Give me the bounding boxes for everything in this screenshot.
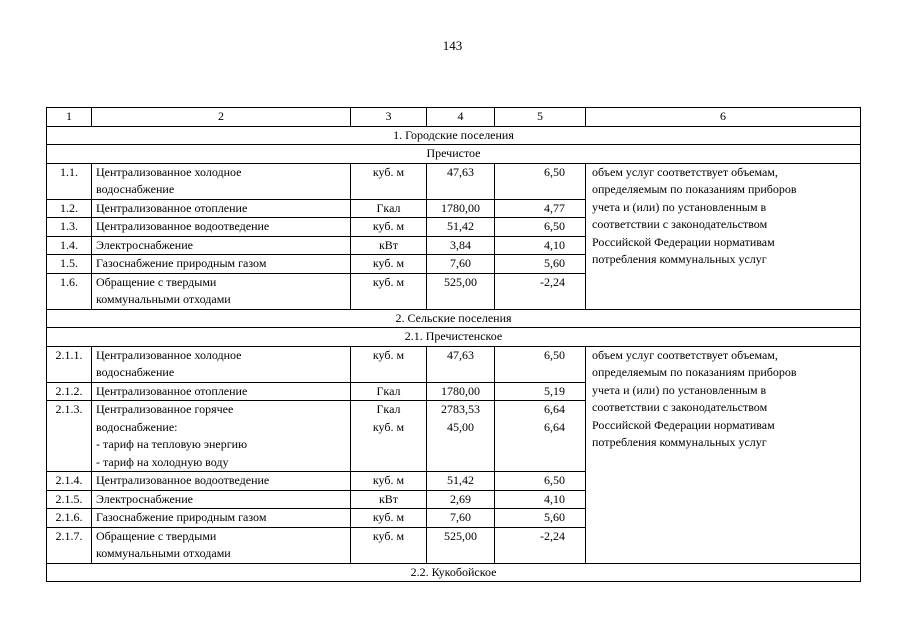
- note-line: учета и (или) по установленным в: [592, 382, 767, 397]
- tariff-cell: 4,10: [495, 236, 586, 255]
- tariff-line: 5,19: [544, 383, 565, 398]
- volume-cell: [427, 382, 495, 401]
- volume-line: 2783,53: [441, 402, 480, 416]
- unit-cell: куб. м: [351, 218, 427, 237]
- table-row: [47, 163, 861, 199]
- row-number: 1.2.: [47, 199, 92, 218]
- service-name: [92, 527, 351, 563]
- tariff-cell: [495, 527, 586, 563]
- service-name-line: Централизованное холодное: [96, 347, 242, 362]
- note-cell: [586, 346, 861, 563]
- service-name-line: - тариф на холодную воду: [96, 454, 229, 469]
- row-number: 1.5.: [47, 255, 92, 274]
- service-name-line: коммунальными отходами: [96, 292, 231, 306]
- note-line: объем услуг соответствует объемам,: [592, 347, 778, 362]
- volume-cell: 525,00: [427, 273, 495, 309]
- volume-cell: 1780,00: [427, 199, 495, 218]
- tariff-line: 6,64: [544, 402, 565, 416]
- tariff-line: 4,10: [544, 491, 565, 506]
- service-name-line: Газоснабжение природным газом: [96, 510, 267, 524]
- service-name-line: водоснабжение:: [96, 419, 178, 434]
- section-title: 2. Сельские поселения: [47, 309, 861, 328]
- service-name: [92, 273, 351, 309]
- volume-cell: 7,60: [427, 255, 495, 274]
- column-header: 2: [92, 108, 351, 127]
- service-name-line: Централизованное водоотведение: [96, 219, 270, 233]
- note-line: потребления коммунальных услуг: [592, 435, 767, 449]
- unit-cell: кВт: [351, 236, 427, 255]
- note-line: определяемым по показаниям приборов: [592, 182, 797, 196]
- row-number: 2.1.2.: [47, 382, 92, 401]
- subsection-title-row: [47, 328, 861, 347]
- service-name: [92, 490, 351, 509]
- service-name-line: Газоснабжение природным газом: [96, 256, 267, 270]
- unit-cell: [351, 346, 427, 382]
- note-line: соответствии с законодательством: [592, 400, 768, 414]
- unit-line: куб. м: [372, 347, 405, 362]
- column-header: 3: [351, 108, 427, 127]
- service-name-line: водоснабжение: [96, 365, 175, 379]
- volume-cell: 51,42: [427, 218, 495, 237]
- tariff-cell: [495, 490, 586, 509]
- service-name: [92, 236, 351, 255]
- subsection-title: 2.1. Пречистенское: [47, 328, 861, 347]
- subsection-title: Пречистое: [47, 145, 861, 164]
- row-number: 1.1.: [47, 163, 92, 199]
- tariff-cell: [495, 382, 586, 401]
- note-line: Российской Федерации нормативам: [592, 234, 775, 249]
- unit-cell: [351, 509, 427, 528]
- row-number: 2.1.6.: [47, 509, 92, 528]
- column-header: 1: [47, 108, 92, 127]
- note-cell: [586, 163, 861, 309]
- unit-cell: куб. м: [351, 163, 427, 199]
- service-name: [92, 163, 351, 199]
- unit-line: Гкал: [376, 402, 401, 416]
- row-number: 2.1.5.: [47, 490, 92, 509]
- table-header-row: [47, 108, 861, 127]
- tariff-cell: [495, 509, 586, 528]
- service-name: [92, 472, 351, 491]
- tariff-line: 6,64: [544, 419, 565, 434]
- volume-line: 525,00: [444, 528, 477, 543]
- volume-line: 2,69: [450, 491, 471, 506]
- volume-cell: [427, 472, 495, 491]
- service-name-line: Централизованное водоотведение: [96, 473, 270, 487]
- unit-cell: [351, 490, 427, 509]
- row-number: 2.1.1.: [47, 346, 92, 382]
- unit-line: Гкал: [376, 383, 401, 398]
- volume-cell: [427, 401, 495, 472]
- next-subsection-title: 2.2. Кукобойское: [47, 563, 861, 582]
- note-line: потребления коммунальных услуг: [592, 252, 767, 266]
- service-name-line: Централизованное отопление: [96, 383, 248, 398]
- service-name-line: Обращение с твердыми: [96, 528, 217, 543]
- subsection-title-row: [47, 145, 861, 164]
- note-line: определяемым по показаниям приборов: [592, 365, 797, 379]
- row-number: 1.4.: [47, 236, 92, 255]
- column-header: 4: [427, 108, 495, 127]
- note-line: объем услуг соответствует объемам,: [592, 164, 778, 179]
- unit-line: куб. м: [372, 510, 405, 524]
- tariff-line: 6,50: [544, 473, 565, 487]
- volume-cell: 47,63: [427, 163, 495, 199]
- section-title: 1. Городские поселения: [47, 126, 861, 145]
- service-name: [92, 346, 351, 382]
- service-name: [92, 382, 351, 401]
- service-name: [92, 218, 351, 237]
- tariff-cell: 4,77: [495, 199, 586, 218]
- unit-line: куб. м: [372, 419, 405, 434]
- unit-cell: Гкал: [351, 199, 427, 218]
- volume-cell: [427, 527, 495, 563]
- section-title-row: [47, 126, 861, 145]
- page-number: 143: [442, 38, 463, 53]
- tariff-cell: 6,50: [495, 163, 586, 199]
- service-name-line: Централизованное холодное: [96, 164, 242, 179]
- tariff-line: 6,50: [544, 347, 565, 362]
- row-number: 1.3.: [47, 218, 92, 237]
- service-name-line: Обращение с твердыми: [96, 274, 217, 289]
- unit-line: куб. м: [372, 473, 405, 487]
- unit-cell: [351, 401, 427, 472]
- tariff-cell: [495, 401, 586, 472]
- table-row: [47, 346, 861, 382]
- volume-line: 51,42: [447, 473, 474, 487]
- row-number: 2.1.7.: [47, 527, 92, 563]
- service-name-line: - тариф на тепловую энергию: [96, 437, 248, 451]
- unit-line: куб. м: [372, 528, 405, 543]
- service-name-line: Централизованное горячее: [96, 402, 234, 416]
- tariff-cell: -2,24: [495, 273, 586, 309]
- unit-cell: куб. м: [351, 255, 427, 274]
- volume-cell: [427, 490, 495, 509]
- tariff-line: 5,60: [544, 510, 565, 524]
- row-number: 1.6.: [47, 273, 92, 309]
- tariff-line: -2,24: [540, 528, 565, 543]
- column-header: 6: [586, 108, 861, 127]
- note-line: учета и (или) по установленным в: [592, 199, 767, 214]
- volume-line: 45,00: [447, 419, 474, 434]
- service-name: [92, 509, 351, 528]
- service-name: [92, 199, 351, 218]
- volume-line: 1780,00: [441, 383, 480, 398]
- service-name-line: Электроснабжение: [96, 237, 193, 252]
- column-header: 5: [495, 108, 586, 127]
- tariff-cell: 6,50: [495, 218, 586, 237]
- tariff-cell: 5,60: [495, 255, 586, 274]
- unit-cell: [351, 472, 427, 491]
- tariff-cell: [495, 346, 586, 382]
- unit-line: кВт: [378, 491, 399, 506]
- row-number: 2.1.4.: [47, 472, 92, 491]
- service-name-line: коммунальными отходами: [96, 546, 231, 560]
- service-name-line: Централизованное отопление: [96, 200, 248, 215]
- unit-cell: куб. м: [351, 273, 427, 309]
- volume-line: 47,63: [447, 347, 474, 362]
- note-line: соответствии с законодательством: [592, 217, 768, 231]
- service-name-line: водоснабжение: [96, 182, 175, 196]
- volume-cell: 3,84: [427, 236, 495, 255]
- volume-cell: [427, 346, 495, 382]
- unit-cell: [351, 527, 427, 563]
- unit-cell: [351, 382, 427, 401]
- volume-cell: [427, 509, 495, 528]
- section-title-row: [47, 309, 861, 328]
- service-name-line: Электроснабжение: [96, 491, 193, 506]
- note-line: Российской Федерации нормативам: [592, 417, 775, 432]
- row-number: 2.1.3.: [47, 401, 92, 472]
- volume-line: 7,60: [450, 510, 471, 524]
- service-name: [92, 401, 351, 472]
- next-subsection-title-row: [47, 563, 861, 582]
- tariff-cell: [495, 472, 586, 491]
- service-name: [92, 255, 351, 274]
- tariff-table: [46, 107, 861, 582]
